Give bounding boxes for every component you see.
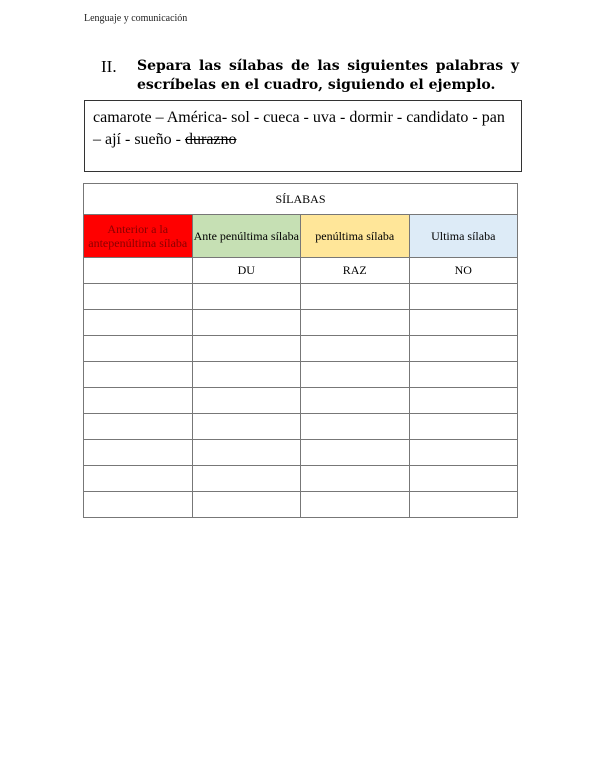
table-header-row bbox=[84, 215, 518, 258]
answer-cell[interactable] bbox=[192, 284, 301, 310]
table-row bbox=[84, 284, 518, 310]
answer-cell[interactable] bbox=[301, 310, 410, 336]
example-cell: RAZ bbox=[301, 258, 410, 284]
header-antepenultima: Ante penúltima sílaba bbox=[192, 215, 301, 258]
answer-cell[interactable] bbox=[84, 388, 193, 414]
example-row bbox=[84, 258, 518, 284]
instruction-text: Separa las sílabas de las siguientes palabras y escríbelas en el cuadro, siguiendo el ejemplo. bbox=[137, 58, 519, 93]
example-cell: NO bbox=[409, 258, 518, 284]
answer-cell[interactable] bbox=[84, 492, 193, 518]
instruction-number: II. bbox=[101, 57, 117, 76]
instruction bbox=[101, 57, 519, 95]
answer-cell[interactable] bbox=[84, 440, 193, 466]
answer-cell[interactable] bbox=[301, 492, 410, 518]
answer-cell[interactable] bbox=[84, 466, 193, 492]
table-row bbox=[84, 310, 518, 336]
answer-cell[interactable] bbox=[409, 310, 518, 336]
example-cell bbox=[84, 258, 193, 284]
answer-cell[interactable] bbox=[409, 336, 518, 362]
answer-cell[interactable] bbox=[301, 336, 410, 362]
table-row bbox=[84, 466, 518, 492]
answer-cell[interactable] bbox=[192, 466, 301, 492]
header-ultima: Ultima sílaba bbox=[409, 215, 518, 258]
word-list: camarote – América- sol - cueca - uva - dormir - candidato - pan – ají - sueño - bbox=[93, 109, 505, 148]
answer-cell[interactable] bbox=[409, 414, 518, 440]
table-title: SÍLABAS bbox=[84, 184, 518, 215]
table-row bbox=[84, 388, 518, 414]
answer-cell[interactable] bbox=[301, 466, 410, 492]
answer-cell[interactable] bbox=[192, 492, 301, 518]
table-row bbox=[84, 440, 518, 466]
answer-cell[interactable] bbox=[409, 466, 518, 492]
answer-cell[interactable] bbox=[84, 310, 193, 336]
answer-cell[interactable] bbox=[192, 440, 301, 466]
answer-cell[interactable] bbox=[192, 310, 301, 336]
answer-cell[interactable] bbox=[409, 388, 518, 414]
page-header: Lenguaje y comunicación bbox=[84, 13, 188, 24]
answer-cell[interactable] bbox=[301, 388, 410, 414]
answer-cell[interactable] bbox=[84, 362, 193, 388]
example-word-struck: durazno bbox=[184, 131, 237, 148]
table-row bbox=[84, 336, 518, 362]
answer-cell[interactable] bbox=[409, 440, 518, 466]
answer-cell[interactable] bbox=[192, 414, 301, 440]
example-cell: DU bbox=[192, 258, 301, 284]
answer-cell[interactable] bbox=[84, 414, 193, 440]
answer-cell[interactable] bbox=[409, 362, 518, 388]
answer-cell[interactable] bbox=[301, 440, 410, 466]
answer-cell[interactable] bbox=[301, 414, 410, 440]
answer-cell[interactable] bbox=[192, 388, 301, 414]
answer-cell[interactable] bbox=[301, 284, 410, 310]
table-row bbox=[84, 362, 518, 388]
answer-cell[interactable] bbox=[84, 336, 193, 362]
header-penultima: penúltima sílaba bbox=[301, 215, 410, 258]
word-list-box bbox=[84, 100, 522, 172]
answer-cell[interactable] bbox=[192, 362, 301, 388]
table-row bbox=[84, 492, 518, 518]
syllable-table bbox=[83, 183, 518, 518]
header-anterior-antepenultima: Anterior a la antepenúltima sílaba bbox=[84, 215, 193, 258]
answer-cell[interactable] bbox=[84, 284, 193, 310]
answer-cell[interactable] bbox=[409, 492, 518, 518]
answer-cell[interactable] bbox=[301, 362, 410, 388]
answer-cell[interactable] bbox=[409, 284, 518, 310]
table-row bbox=[84, 414, 518, 440]
answer-cell[interactable] bbox=[192, 336, 301, 362]
